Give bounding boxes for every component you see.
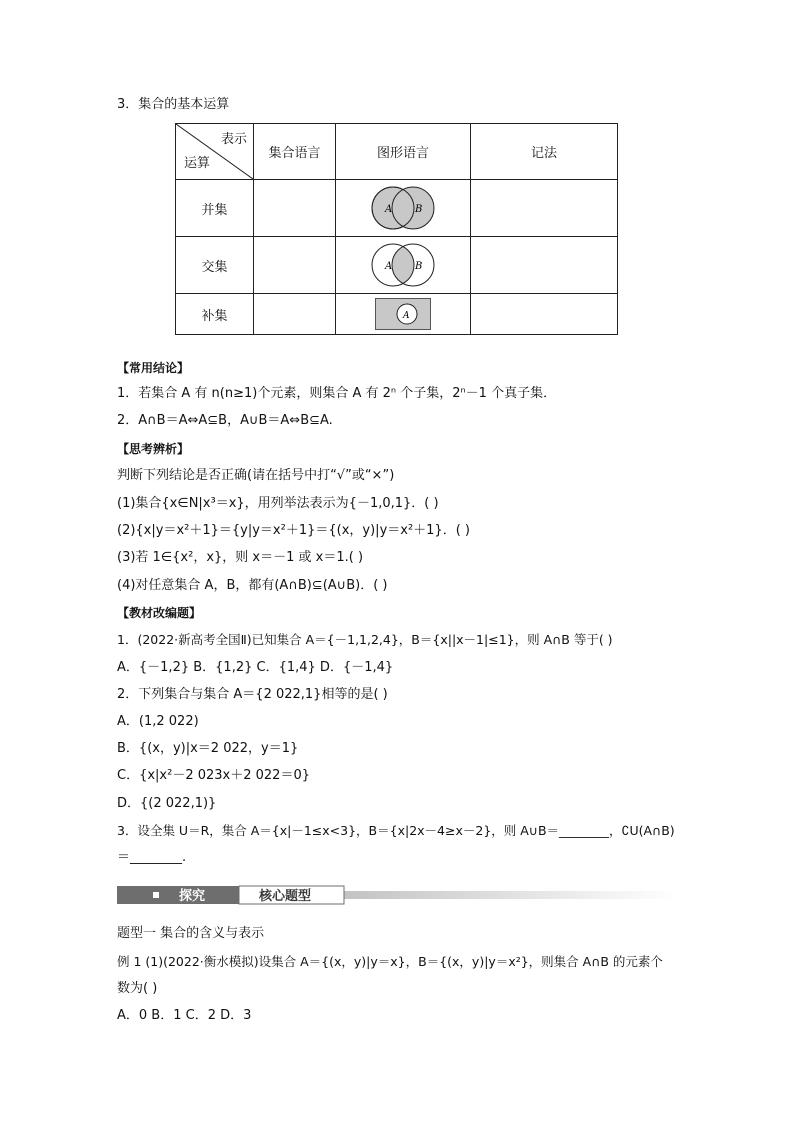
question-3-line-1: 3．设全集 U＝R，集合 A＝{x|－1≤x<3}，B＝{x|2x－4≥x－2}，则 A∪B＝________，∁U(A∩B) <box>117 823 675 838</box>
row-label: 并集 <box>176 180 254 237</box>
example-line-2: 数为( ) <box>117 981 158 996</box>
intersection-venn-cell <box>336 237 471 294</box>
question-2-option: B．{(x，y)|x＝2 022，y＝1} <box>117 741 299 756</box>
question-2-option: D．{(2 022,1)} <box>117 796 217 811</box>
judge-item: (3)若 1∈{x²，x}，则 x＝－1 或 x＝1.( ) <box>117 550 364 565</box>
judge-item: (2){x|y＝x²＋1}＝{y|y＝x²＋1}＝{(x，y)|y＝x²＋1}．( ) <box>117 523 470 538</box>
section-title: 3．集合的基本运算 <box>117 97 230 112</box>
complement-venn-diagram <box>375 298 431 330</box>
question-3-line-2: ＝________. <box>117 850 187 865</box>
question-1: 1．(2022·新高考全国Ⅱ)已知集合 A＝{－1,1,2,4}，B＝{x||x－1|≤1}，则 A∩B 等于( ) <box>117 632 613 647</box>
union-venn-cell <box>336 180 471 237</box>
question-2-option: C．{x|x²－2 023x＋2 022＝0} <box>117 768 310 783</box>
question-2: 2．下列集合与集合 A＝{2 022,1}相等的是( ) <box>117 687 388 702</box>
table-cell-empty <box>254 180 336 237</box>
venn-label-b: B <box>415 261 423 272</box>
header-corner-bottom: 运算 <box>184 156 211 171</box>
conclusions-heading: 【常用结论】 <box>117 361 190 375</box>
textbook-heading: 【教材改编题】 <box>117 606 202 620</box>
question-2-option: A．(1,2 022) <box>117 714 199 729</box>
column-header: 图形语言 <box>336 124 471 180</box>
column-header: 记法 <box>471 124 618 180</box>
conclusion-item: 1．若集合 A 有 n(n≥1)个元素，则集合 A 有 2ⁿ 个子集，2ⁿ－1 个真子集． <box>117 386 557 401</box>
topic-title: 题型一 集合的含义与表示 <box>117 926 265 941</box>
complement-venn-cell <box>336 294 471 335</box>
table-cell-empty <box>471 294 618 335</box>
section-banner <box>117 885 677 905</box>
table-row <box>176 237 618 294</box>
example-options: A．0 B．1 C．2 D．3 <box>117 1008 252 1023</box>
venn-label-a: A <box>385 261 393 272</box>
question-1-options: A．{－1,2} B．{1,2} C．{1,4} D．{－1,4} <box>117 660 394 675</box>
venn-label-b: B <box>415 204 423 215</box>
table-row <box>176 294 618 335</box>
venn-label-a: A <box>403 311 410 321</box>
banner-right-label: 核心题型 <box>259 889 312 904</box>
table-header-row <box>176 124 618 180</box>
row-label: 交集 <box>176 237 254 294</box>
table-cell-empty <box>471 237 618 294</box>
judge-heading: 【思考辨析】 <box>117 442 190 456</box>
table-row <box>176 180 618 237</box>
header-corner-cell <box>176 124 254 180</box>
table-cell-empty <box>254 294 336 335</box>
judge-item: (4)对任意集合 A，B，都有(A∩B)⊆(A∪B)．( ) <box>117 578 388 593</box>
banner-left-label: 探究 <box>179 889 206 904</box>
row-label: 补集 <box>176 294 254 335</box>
intersection-venn-diagram <box>368 241 438 289</box>
table-cell-empty <box>471 180 618 237</box>
set-operations-table <box>175 123 618 335</box>
venn-label-a: A <box>385 204 393 215</box>
example-line-1: 例 1 (1)(2022·衡水模拟)设集合 A＝{(x，y)|y＝x}，B＝{(x，y)|y＝x²}，则集合 A∩B 的元素个 <box>117 954 663 969</box>
conclusion-item: 2．A∩B＝A⇔A⊆B，A∪B＝A⇔B⊆A. <box>117 413 333 428</box>
judge-item: (1)集合{x∈N|x³＝x}，用列举法表示为{－1,0,1}．( ) <box>117 496 439 511</box>
header-corner-top: 表示 <box>220 132 247 147</box>
table-cell-empty <box>254 237 336 294</box>
union-venn-diagram <box>368 184 438 232</box>
judge-intro: 判断下列结论是否正确(请在括号中打“√”或“×”) <box>117 468 395 483</box>
column-header: 集合语言 <box>254 124 336 180</box>
